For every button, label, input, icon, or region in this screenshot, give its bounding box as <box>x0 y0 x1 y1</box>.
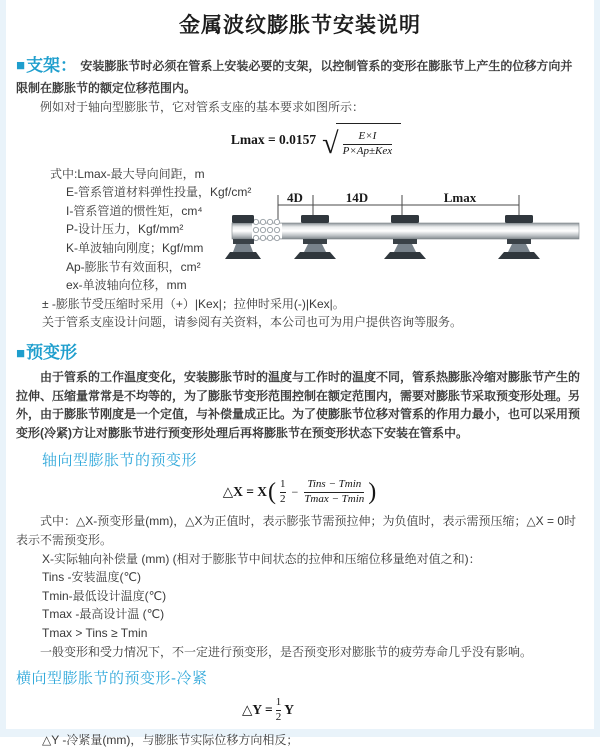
section-square-icon: ■ <box>16 56 26 74</box>
lmax-fraction <box>343 130 393 159</box>
pipe-support-diagram <box>232 189 584 269</box>
definition-item: E-管系管道材料弹性投量，Kgf/cm² <box>66 185 252 200</box>
definition-item: K-单波轴向刚度；Kgf/mm <box>66 240 204 255</box>
temp-fraction-denominator: Tmax − Tmin <box>304 492 365 505</box>
axial-definition-first: 式中：△X-预变形量(mm)，△X为正值时，表示膨张节需预拉伸；为负值时，表示需预压缩；△X = 0时表示不需预变形。 <box>16 514 577 547</box>
dim-label-14d: 14D <box>345 189 369 205</box>
half-numerator: 1 <box>280 477 286 490</box>
definition-item: I-管系管道的惯性矩，cm⁴ <box>66 203 203 218</box>
support-intro-text: 安装膨胀节时必须在管系上安装必要的支架，以控制管系的变形在膨胀节上产生的位移方向并限制在膨胀节的额定位移范围内。 <box>16 58 573 95</box>
definition-item: ex-单波轴向位移，mm <box>66 278 187 293</box>
half-numerator: 1 <box>275 696 282 709</box>
section-square-icon: ■ <box>16 344 26 362</box>
lateral-formula-rhs: Y <box>284 702 294 718</box>
axial-formula <box>16 478 584 507</box>
half-denominator: 2 <box>275 711 282 724</box>
dim-label-lmax: Lmax <box>443 189 477 205</box>
dim-label-4d: 4D <box>287 189 303 205</box>
right-paren: ) <box>368 479 377 506</box>
half-fraction <box>280 478 286 507</box>
half-fraction <box>276 696 282 725</box>
axial-definition-item: Tins -安装温度(℃) <box>42 570 142 585</box>
support-note-pm: ± -膨胀节受压缩时采用（+）|Kex|；拉伸时采用(-)|Kex|。 <box>42 296 345 311</box>
lateral-formula <box>0 696 552 725</box>
lmax-formula <box>32 123 600 159</box>
lmax-fraction-numerator: E×I <box>358 130 377 143</box>
axial-definition-item: Tmax -最高设计温 (℃) <box>42 607 165 622</box>
preform-section-heading <box>16 340 584 366</box>
lmax-formula-lhs: Lmax = 0.0157 <box>230 132 317 148</box>
bellows-icon <box>252 219 282 240</box>
minus-sign: − <box>291 484 299 499</box>
definition-item: Ap-膨胀节有效面积，cm² <box>66 259 201 274</box>
axial-subsection-heading: 轴向型膨胀节的预变形 <box>42 451 198 469</box>
pipe <box>232 223 579 239</box>
definition-item: 式中:Lmax-最大导向间距，m <box>50 166 205 181</box>
axial-formula-lhs: △X = X <box>222 483 268 499</box>
support-example-line: 例如对于轴向型膨胀节，它对管系支座的基本要求如图所示： <box>40 100 365 115</box>
definition-item: P-设计压力，Kgf/mm² <box>66 222 184 237</box>
lateral-formula-lhs: △Y = <box>242 702 273 718</box>
preform-heading-text: 预变形 <box>26 342 78 362</box>
temp-fraction-numerator: Tins − Tmin <box>307 477 362 490</box>
lmax-fraction-denominator: P×Ap±Kex <box>342 144 393 157</box>
preform-body-paragraph: 由于管系的工作温度变化，安装膨胀节时的温度与工作时的温度不同，管系热膨胀冷缩对膨胀节产生的拉伸、压缩量常常是不均等的，为了膨胀节变形范围控制在额定范围内，需要对膨胀节采取预变形处理。另外，由于膨胀节刚度是一个定值，与补偿量成正比。为了使膨胀节位移对管系的作用力最小，也可以采用预变形(冷紧)方让对膨胀节进行预变形处理后再将膨胀节在预变形状态下安装在管系中。 <box>16 370 581 441</box>
sqrt-body <box>336 123 402 159</box>
half-denominator: 2 <box>280 492 286 505</box>
axial-definition-item: Tmax > Tins ≥ Tmin <box>42 625 148 640</box>
sqrt-expression <box>322 123 401 159</box>
support-definitions-block <box>16 165 584 295</box>
support-section-heading: 支架： <box>26 55 78 75</box>
lateral-subsection-heading: 横向型膨胀节的预变形-冷紧 <box>16 670 208 688</box>
left-paren: ( <box>268 479 277 506</box>
temperature-fraction <box>304 478 364 507</box>
support-note-service: 关于管系支座设计问题，请参阅有关资料，本公司也可为用户提供咨询等服务。 <box>42 315 463 330</box>
radical-sign: √ <box>322 127 339 161</box>
page-title: 金属波纹膨胀节安装说明 <box>179 14 421 37</box>
lateral-note-line: △Y -冷紧量(mm)，与膨胀节实际位移方向相反； <box>42 732 299 747</box>
support-intro-paragraph <box>16 53 584 98</box>
axial-note-line: 一般变形和受力情况下，不一定进行预变形，是否预变形对膨胀节的疲劳寿命几乎没有影响。 <box>40 644 533 659</box>
axial-definition-item: Tmin-最低设计温度(℃) <box>42 588 167 603</box>
axial-definition-item: X-实际轴向补偿量 (mm) (相对于膨胀节中间状态的拉伸和压缩位移量绝对值之和)： <box>42 551 481 566</box>
